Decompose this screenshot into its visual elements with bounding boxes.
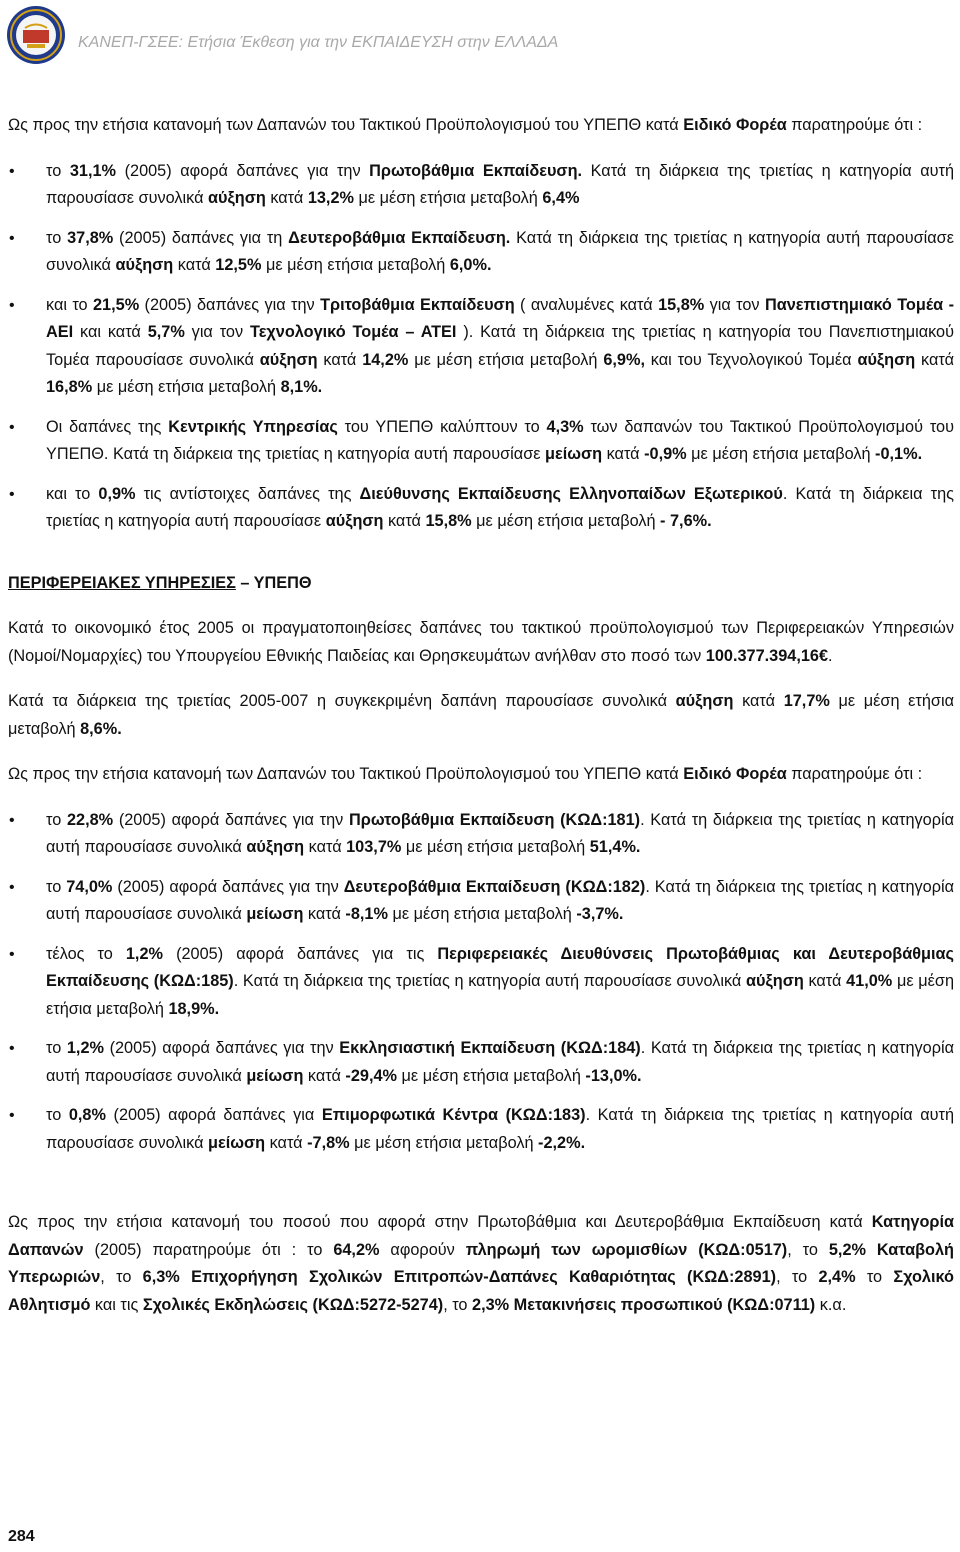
list-item: • το 37,8% (2005) δαπάνες για τη Δευτεροβάθμια Εκπαίδευση. Κατά τη διάρκεια της τριετίας η κατηγορία αυτή παρουσίασε συνολικά αύξηση κατά 12,5% με μέση ετήσια μεταβολή 6,0%. (8, 225, 954, 280)
list-item: • το 1,2% (2005) αφορά δαπάνες για την Εκκλησιαστική Εκπαίδευση (ΚΩΔ:184). Κατά τη διάρκεια της τριετίας η κατηγορία αυτή παρουσίασε συνολικά μείωση κατά -29,4% με μέση ετήσια μεταβολή -13,0%. (8, 1035, 954, 1090)
page-header (6, 4, 946, 70)
list-item: • και το 21,5% (2005) δαπάνες για την Τριτοβάθμια Εκπαίδευση ( αναλυμένες κατά 15,8% για τον Πανεπιστημιακό Τομέα - ΑΕΙ και κατά 5,7% για τον Τεχνολογικό Τομέα – ΑΤΕΙ ). Κατά τη διάρκεια της τριετίας η κατηγορία του Πανεπιστημιακού Τομέα παρουσίασε συνολικά αύξηση κατά 14,2% με μέση ετήσια μεταβολή 6,9%, και του Τεχνολογικού Τομέα αύξηση κατά 16,8% με μέση ετήσια μεταβολή 8,1%. (8, 292, 954, 402)
paragraph-intro-1: Ως προς την ετήσια κατανομή των Δαπανών του Τακτικού Προϋπολογισμού του ΥΠΕΠΘ κατά Ειδικό Φορέα παρατηρούμε ότι : (8, 116, 923, 134)
section-heading: ΠΕΡΙΦΕΡΕΙΑΚΕΣ ΥΠΗΡΕΣΙΕΣ – ΥΠΕΠΘ (8, 573, 312, 592)
list-item: • και το 0,9% τις αντίστοιχες δαπάνες της Διεύθυνσης Εκπαίδευσης Ελληνοπαίδων Εξωτερικού. Κατά τη διάρκεια της τριετίας η κατηγορία αυτή παρουσίασε αύξηση κατά 15,8% με μέση ετήσια μεταβολή - 7,6%. (8, 481, 954, 536)
list-item: • το 31,1% (2005) αφορά δαπάνες για την Πρωτοβάθμια Εκπαίδευση. Κατά τη διάρκεια της τριετίας η κατηγορία αυτή παρουσίασε συνολικά αύξηση κατά 13,2% με μέση ετήσια μεταβολή 6,4% (8, 158, 954, 213)
special-body-list-2 (8, 807, 954, 1158)
paragraph-triennium-change: Κατά τα διάρκεια της τριετίας 2005-007 η συγκεκριμένη δαπάνη παρουσίασε συνολικά αύξηση κατά 17,7% με μέση ετήσια μεταβολή 8,6%. (8, 692, 955, 738)
list-item: • το 74,0% (2005) αφορά δαπάνες για την Δευτεροβάθμια Εκπαίδευση (ΚΩΔ:182). Κατά τη διάρκεια της τριετίας η κατηγορία αυτή παρουσίασε συνολικά μείωση κατά -8,1% με μέση ετήσια μεταβολή -3,7%. (8, 874, 954, 929)
paragraph-expense-categories: Ως προς την ετήσια κατανομή του ποσού που αφορά στην Πρωτοβάθμια και Δευτεροβάθμια Εκπαίδευση κατά Κατηγορία Δαπανών (2005) παρατηρούμε ότι : το 64,2% αφορούν πληρωμή των ωρομισθίων (ΚΩΔ:0517), το 5,2% Καταβολή Υπερωριών, το 6,3% Επιχορήγηση Σχολικών Επιτροπών-Δαπάνες Καθαριότητας (ΚΩΔ:2891), το 2,4% το Σχολικό Αθλητισμό και τις Σχολικές Εκδηλώσεις (ΚΩΔ:5272-5274), το 2,3% Μετακινήσεις προσωπικού (ΚΩΔ:0711) κ.α. (8, 1213, 955, 1314)
document-header-title: ΚΑΝΕΠ-ΓΣΕΕ: Ετήσια Έκθεση για την ΕΚΠΑΙΔΕΥΣΗ στην ΕΛΛΑΔΑ (78, 34, 559, 51)
special-body-list-1 (8, 158, 954, 536)
paragraph-intro-2: Ως προς την ετήσια κατανομή των Δαπανών του Τακτικού Προϋπολογισμού του ΥΠΕΠΘ κατά Ειδικό Φορέα παρατηρούμε ότι : (8, 765, 923, 783)
page-number: 284 (8, 1528, 35, 1545)
list-item: • το 0,8% (2005) αφορά δαπάνες για Επιμορφωτικά Κέντρα (ΚΩΔ:183). Κατά τη διάρκεια της τριετίας η κατηγορία αυτή παρουσίασε συνολικά μείωση κατά -7,8% με μέση ετήσια μεταβολή -2,2%. (8, 1102, 954, 1157)
list-item: • τέλος το 1,2% (2005) αφορά δαπάνες για τις Περιφερειακές Διευθύνσεις Πρωτοβάθμιας και Δευτεροβάθμιας Εκπαίδευσης (ΚΩΔ:185). Κατά τη διάρκεια της τριετίας η κατηγορία αυτή παρουσίασε συνολικά αύξηση κατά 41,0% με μέση ετήσια μεταβολή 18,9%. (8, 941, 954, 1024)
document-body (8, 112, 954, 1319)
paragraph-regional-spending: Κατά το οικονομικό έτος 2005 οι πραγματοποιηθείσες δαπάνες του τακτικού προϋπολογισμού των Περιφερειακών Υπηρεσιών (Νομοί/Νομαρχίες) του Υπουργείου Εθνικής Παιδείας και Θρησκευμάτων ανήλθαν στο ποσό των 100.377.394,16€. (8, 619, 954, 665)
kanep-gsee-logo (6, 4, 66, 66)
list-item: • το 22,8% (2005) αφορά δαπάνες για την Πρωτοβάθμια Εκπαίδευση (ΚΩΔ:181). Κατά τη διάρκεια της τριετίας η κατηγορία αυτή παρουσίασε συνολικά αύξηση κατά 103,7% με μέση ετήσια μεταβολή 51,4%. (8, 807, 954, 862)
list-item: • Οι δαπάνες της Κεντρικής Υπηρεσίας του ΥΠΕΠΘ καλύπτουν το 4,3% των δαπανών του Τακτικού Προϋπολογισμού του ΥΠΕΠΘ. Κατά τη διάρκεια της τριετίας η κατηγορία αυτή παρουσίασε μείωση κατά -0,9% με μέση ετήσια μεταβολή -0,1%. (8, 414, 954, 469)
